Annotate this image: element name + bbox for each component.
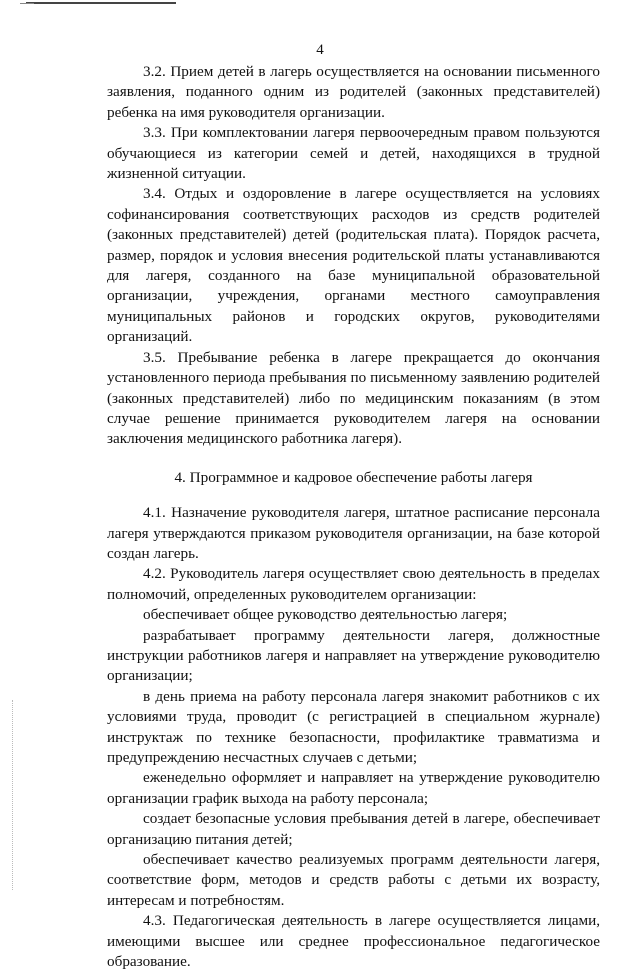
- duty-item: еженедельно оформляет и направляет на утверждение руководителю организации график выхода на работу персонала;: [107, 769, 600, 807]
- duty-item: в день приема на работу персонала лагеря знакомит работников с их условиями труда, проводит (с регистрацией в специальном журнале) инструктаж по технике безопасности, профилактике травматизма и предупреждению несчастных случаев с детьми;: [107, 687, 600, 766]
- duty-item: обеспечивает качество реализуемых программ деятельности лагеря, соответствие форм, методов и средств работы с детьми их возрасту, интересам и потребностям.: [107, 851, 600, 909]
- duty-item: создает безопасные условия пребывания детей в лагере, обеспечивает организацию питания детей;: [107, 810, 600, 848]
- page-number: 4: [316, 42, 324, 58]
- paragraph-3-3: 3.3. При комплектовании лагеря первоочередным правом пользуются обучающиеся из категории семей и детей, находящихся в трудной жизненной ситуации.: [107, 124, 600, 183]
- paragraph-3-4: 3.4. Отдых и оздоровление в лагере осуществляется на условиях софинансирования соответствующих расходов из средств родителей (законных представителей) детей (родительская плата). Порядок расчета, размер, порядок и условия внесения родительской платы устанавливаются для лагеря, созданного на базе муниципальной образовательной организации, учреждения, органами местного самоуправления муниципальных районов и городских округов, руководителями организаций.: [107, 185, 600, 346]
- header-rule: [26, 2, 176, 4]
- paragraph-4-3: 4.3. Педагогическая деятельность в лагере осуществляется лицами, имеющими высшее или среднее профессиональное педагогическое образование.: [107, 912, 600, 971]
- paragraph-4-2: 4.2. Руководитель лагеря осуществляет свою деятельность в пределах полномочий, определенных руководителем организации:: [107, 565, 600, 603]
- document-body: [107, 62, 600, 972]
- paragraph-4-1: 4.1. Назначение руководителя лагеря, штатное расписание персонала лагеря утверждаются приказом руководителя организации, на базе которой создан лагерь.: [107, 504, 600, 562]
- paragraph-3-2: 3.2. Прием детей в лагерь осуществляется на основании письменного заявления, поданного одним из родителей (законных представителей) ребенка на имя руководителя организации.: [107, 63, 600, 121]
- header-rule-mark: [20, 3, 34, 4]
- scan-margin-artifact: [12, 700, 14, 890]
- section-heading: 4. Программное и кадровое обеспечение работы лагеря: [174, 468, 533, 486]
- duty-item: обеспечивает общее руководство деятельностью лагеря;: [143, 606, 508, 624]
- paragraph-3-5: 3.5. Пребывание ребенка в лагере прекращается до окончания установленного периода пребывания по письменному заявлению родителей (законных представителей) либо по медицинским показаниям (в этом случае решение принимается руководителем лагеря на основании заключения медицинского работника лагеря).: [107, 348, 600, 448]
- duty-item: разрабатывает программу деятельности лагеря, должностные инструкции работников лагеря и направляет на утверждение руководителю организации;: [107, 626, 600, 685]
